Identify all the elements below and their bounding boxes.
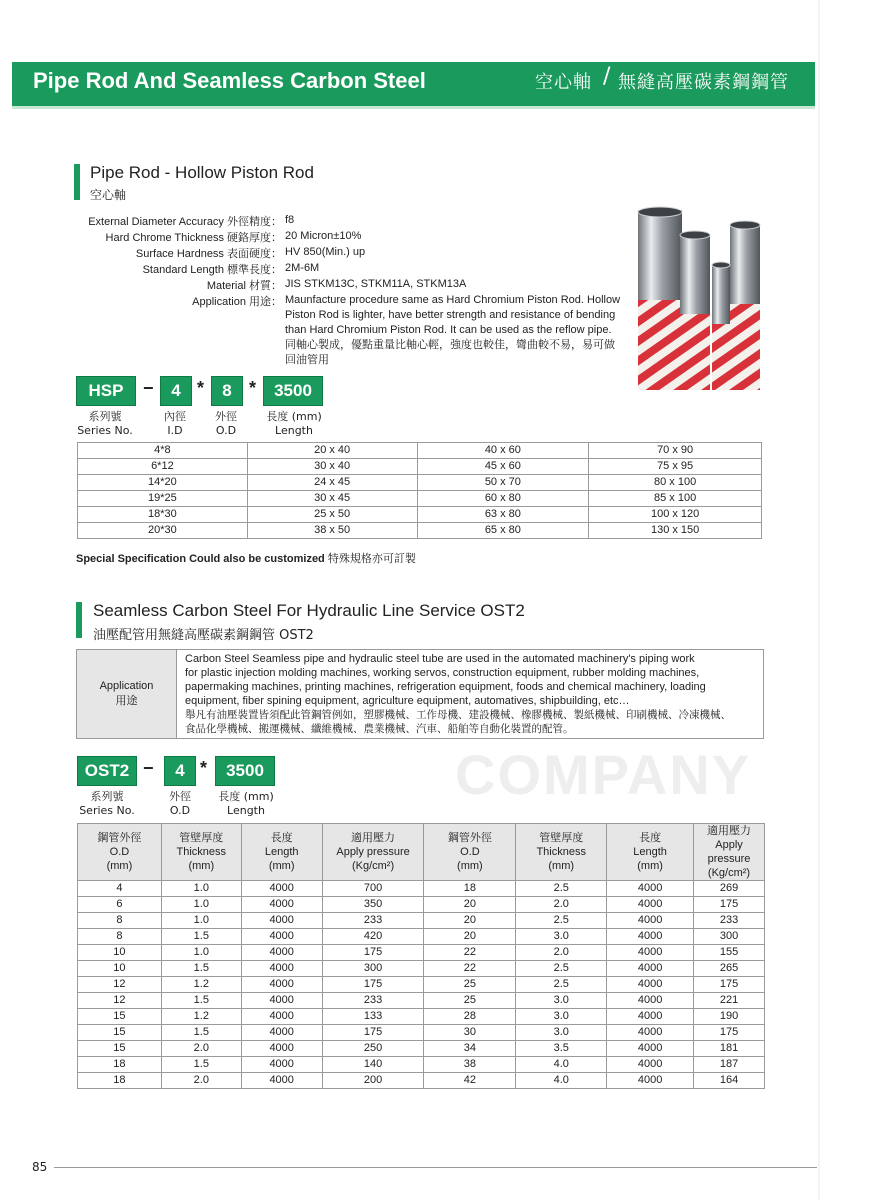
table-cell: 18 bbox=[424, 881, 516, 897]
table-row bbox=[78, 977, 765, 993]
table-cell: 20 bbox=[424, 913, 516, 929]
table-cell: 4.0 bbox=[516, 1073, 607, 1089]
application-line: equipment, fiber spining equipment, agriculture equipment, automatives, shipbuilding, etc… bbox=[185, 695, 630, 707]
spec-row bbox=[80, 277, 625, 293]
table-cell: 4000 bbox=[607, 1073, 694, 1089]
table-cell: 4000 bbox=[607, 913, 694, 929]
table-cell: 4000 bbox=[241, 1057, 322, 1073]
table-cell: 34 bbox=[424, 1041, 516, 1057]
table-cell: 1.5 bbox=[161, 1057, 241, 1073]
column-header-line: (mm) bbox=[268, 860, 295, 872]
table-cell: 175 bbox=[694, 977, 765, 993]
column-header bbox=[516, 824, 607, 881]
outer-diameter-box: 4 bbox=[164, 756, 196, 786]
table-cell: 1.5 bbox=[161, 1025, 241, 1041]
column-header bbox=[607, 824, 694, 881]
table-cell: 28 bbox=[424, 1009, 516, 1025]
series-caption bbox=[72, 790, 142, 818]
column-header-line: Thickness bbox=[536, 846, 586, 858]
length-caption bbox=[210, 790, 282, 818]
column-header bbox=[694, 824, 765, 881]
column-header-line: 鋼管外徑 bbox=[97, 832, 142, 844]
table-cell: 4000 bbox=[241, 945, 322, 961]
column-header-line: Length bbox=[633, 846, 667, 858]
table-cell: 3.5 bbox=[516, 1041, 607, 1057]
table-cell: 6*12 bbox=[78, 459, 248, 475]
spec-value: HV 850(Min.) up bbox=[285, 246, 366, 258]
caption-zh: 內徑 bbox=[164, 410, 186, 423]
table-cell: 265 bbox=[694, 961, 765, 977]
table-row bbox=[78, 507, 762, 523]
table-cell: 14*20 bbox=[78, 475, 248, 491]
column-header-line: (mm) bbox=[457, 860, 483, 872]
table-cell: 12 bbox=[78, 977, 162, 993]
caption-en: Length bbox=[275, 424, 313, 437]
id-caption bbox=[155, 410, 195, 438]
table-row bbox=[78, 913, 765, 929]
table-cell: 190 bbox=[694, 1009, 765, 1025]
table-cell: 4000 bbox=[241, 1073, 322, 1089]
spec-label: External Diameter Accuracy 外徑精度： bbox=[88, 216, 282, 228]
table-row bbox=[78, 1025, 765, 1041]
watermark-text: COMPANY bbox=[455, 743, 752, 806]
table-cell: 18 bbox=[78, 1057, 162, 1073]
table-cell: 2.5 bbox=[516, 961, 607, 977]
length-box: 3500 bbox=[263, 376, 323, 406]
table-cell: 100 x 120 bbox=[589, 507, 762, 523]
column-header-line: 管壁厚度 bbox=[179, 832, 224, 844]
spec-row bbox=[80, 293, 625, 368]
table-cell: 175 bbox=[694, 1025, 765, 1041]
section-title-pipe-rod-zh: 空心軸 bbox=[90, 188, 127, 202]
spec-label: Surface Hardness 表面硬度： bbox=[135, 248, 282, 260]
spec-row bbox=[80, 229, 625, 245]
table-row bbox=[78, 1057, 765, 1073]
application-line: papermaking machines, printing machines, refrigeration equipment, foods and chemical machinery, loading bbox=[185, 681, 706, 693]
spec-label: Material 材質： bbox=[206, 280, 282, 292]
note-en: Special Specification Could also be customized bbox=[76, 553, 325, 565]
table-cell: 300 bbox=[322, 961, 424, 977]
code-dash: − bbox=[143, 758, 154, 778]
table-row bbox=[78, 929, 765, 945]
code-multiply: * bbox=[197, 378, 205, 398]
column-header bbox=[322, 824, 424, 881]
header-underline bbox=[12, 106, 815, 109]
table-cell: 269 bbox=[694, 881, 765, 897]
table-row bbox=[78, 1073, 765, 1089]
table-cell: 1.5 bbox=[161, 929, 241, 945]
table-cell: 50 x 70 bbox=[417, 475, 589, 491]
table-row bbox=[78, 1041, 765, 1057]
table-cell: 4000 bbox=[607, 1041, 694, 1057]
table-cell: 4000 bbox=[241, 1041, 322, 1057]
table-cell: 12 bbox=[78, 993, 162, 1009]
table-cell: 63 x 80 bbox=[417, 507, 589, 523]
table-cell: 4000 bbox=[241, 897, 322, 913]
caption-zh: 長度 (mm) bbox=[218, 790, 274, 803]
column-header-line: 長度 bbox=[270, 832, 293, 844]
table-cell: 4000 bbox=[607, 1009, 694, 1025]
column-header-line: Apply pressure bbox=[707, 839, 751, 865]
section-marker bbox=[74, 164, 80, 200]
table-cell: 4000 bbox=[241, 929, 322, 945]
series-caption bbox=[70, 410, 140, 438]
column-header bbox=[161, 824, 241, 881]
table-cell: 30 x 45 bbox=[247, 491, 417, 507]
application-line: 舉凡有油壓裝置皆須配此管鋼管例如，塑膠機械、工作母機、建設機械、橡膠機械、製紙機械、印刷機械、冷凍機械、 bbox=[185, 709, 731, 721]
caption-zh: 長度 (mm) bbox=[266, 410, 322, 423]
table-cell: 15 bbox=[78, 1025, 162, 1041]
table-row bbox=[78, 993, 765, 1009]
table-cell: 3.0 bbox=[516, 1009, 607, 1025]
inner-diameter-box: 4 bbox=[160, 376, 192, 406]
table-cell: 2.5 bbox=[516, 977, 607, 993]
table-cell: 85 x 100 bbox=[589, 491, 762, 507]
table-cell: 38 bbox=[424, 1057, 516, 1073]
page-title-zh-right: 無縫高壓碳素鋼鋼管 bbox=[618, 72, 789, 93]
spec-row bbox=[80, 213, 625, 229]
table-row bbox=[78, 443, 762, 459]
caption-zh: 外徑 bbox=[169, 790, 191, 803]
table-cell: 4000 bbox=[241, 961, 322, 977]
column-header-line: (mm) bbox=[637, 860, 663, 872]
hollow-rod-size-table bbox=[77, 442, 762, 539]
column-header bbox=[424, 824, 516, 881]
table-cell: 133 bbox=[322, 1009, 424, 1025]
table-cell: 1.5 bbox=[161, 993, 241, 1009]
note-zh: 特殊規格亦可訂製 bbox=[327, 553, 416, 565]
table-cell: 700 bbox=[322, 881, 424, 897]
column-header-line: (mm) bbox=[548, 860, 575, 872]
caption-en: O.D bbox=[169, 804, 191, 817]
table-cell: 4000 bbox=[241, 977, 322, 993]
table-cell: 4000 bbox=[607, 961, 694, 977]
column-header bbox=[241, 824, 322, 881]
section-title-pipe-rod: Pipe Rod - Hollow Piston Rod bbox=[90, 163, 314, 182]
table-cell: 1.2 bbox=[161, 1009, 241, 1025]
outer-diameter-box: 8 bbox=[211, 376, 243, 406]
footer-rule bbox=[54, 1167, 817, 1168]
title-separator: / bbox=[603, 64, 611, 89]
table-cell: 4000 bbox=[607, 1057, 694, 1073]
column-header-line: (mm) bbox=[188, 860, 215, 872]
table-cell: 25 bbox=[424, 977, 516, 993]
table-cell: 4000 bbox=[607, 897, 694, 913]
table-cell: 1.0 bbox=[161, 881, 241, 897]
table-cell: 221 bbox=[694, 993, 765, 1009]
caption-en: Series No. bbox=[79, 804, 135, 817]
table-cell: 25 bbox=[424, 993, 516, 1009]
table-cell: 2.0 bbox=[161, 1041, 241, 1057]
table-cell: 40 x 60 bbox=[417, 443, 589, 459]
column-header-line: (Kg/cm²) bbox=[707, 867, 751, 879]
table-cell: 22 bbox=[424, 961, 516, 977]
table-cell: 75 x 95 bbox=[589, 459, 762, 475]
table-cell: 19*25 bbox=[78, 491, 248, 507]
caption-en: O.D bbox=[215, 424, 237, 437]
table-cell: 24 x 45 bbox=[247, 475, 417, 491]
table-row bbox=[78, 897, 765, 913]
table-cell: 10 bbox=[78, 961, 162, 977]
column-header-line: (Kg/cm²) bbox=[351, 860, 395, 872]
table-cell: 60 x 80 bbox=[417, 491, 589, 507]
spec-label: Standard Length 標準長度： bbox=[142, 264, 282, 276]
table-cell: 233 bbox=[322, 993, 424, 1009]
table-row bbox=[78, 961, 765, 977]
table-cell: 20 x 40 bbox=[247, 443, 417, 459]
table-cell: 10 bbox=[78, 945, 162, 961]
table-cell: 4000 bbox=[241, 1009, 322, 1025]
table-cell: 18*30 bbox=[78, 507, 248, 523]
table-cell: 20 bbox=[424, 929, 516, 945]
column-header-line: 適用壓力 bbox=[351, 832, 396, 844]
table-row bbox=[78, 945, 765, 961]
column-header-line: O.D bbox=[460, 846, 480, 858]
table-cell: 4000 bbox=[607, 945, 694, 961]
table-cell: 4000 bbox=[607, 977, 694, 993]
application-line: Carbon Steel Seamless pipe and hydraulic steel tube are used in the automated machinery's piping work bbox=[185, 653, 695, 665]
page-title: Pipe Rod And Seamless Carbon Steel bbox=[33, 68, 426, 93]
table-cell: 4000 bbox=[607, 993, 694, 1009]
application-line: 食品化學機械、搬運機械、纖維機械、農業機械、汽車、船舶等自動化裝置的配管。 bbox=[185, 723, 574, 735]
column-header-line: Thickness bbox=[176, 846, 227, 858]
series-code-box: HSP bbox=[76, 376, 136, 406]
caption-zh: 系列號 bbox=[90, 790, 124, 803]
od-caption bbox=[160, 790, 200, 818]
table-cell: 4000 bbox=[241, 993, 322, 1009]
table-cell: 175 bbox=[322, 945, 424, 961]
section-marker bbox=[76, 602, 82, 638]
spec-value: Maunfacture procedure same as Hard Chromium Piston Rod. Hollow Piston Rod is lighter, have better strength and resistance of bending than Hard Chromium Piston Rod. It can be used as the reflow pipe. 同軸心製成，優點重量比軸心輕，強度也較佳，彎曲較不易，易可做回油管用 bbox=[285, 294, 621, 366]
table-cell: 8 bbox=[78, 929, 162, 945]
table-cell: 300 bbox=[694, 929, 765, 945]
table-cell: 350 bbox=[322, 897, 424, 913]
table-cell: 65 x 80 bbox=[417, 523, 589, 539]
table-cell: 3.0 bbox=[516, 993, 607, 1009]
table-cell: 30 bbox=[424, 1025, 516, 1041]
table-cell: 18 bbox=[78, 1073, 162, 1089]
length-box: 3500 bbox=[215, 756, 275, 786]
table-cell: 130 x 150 bbox=[589, 523, 762, 539]
code-dash: − bbox=[143, 378, 154, 398]
code-multiply: * bbox=[200, 758, 208, 778]
page-edge-rule bbox=[818, 0, 820, 1200]
table-cell: 2.5 bbox=[516, 913, 607, 929]
column-header-line: O.D bbox=[109, 846, 130, 858]
spec-label: Hard Chrome Thickness 硬鉻厚度： bbox=[105, 232, 282, 244]
table-cell: 45 x 60 bbox=[417, 459, 589, 475]
table-cell: 2.0 bbox=[516, 897, 607, 913]
spec-row bbox=[80, 261, 625, 277]
table-cell: 2.0 bbox=[161, 1073, 241, 1089]
table-cell: 20*30 bbox=[78, 523, 248, 539]
table-cell: 70 x 90 bbox=[589, 443, 762, 459]
spec-value: f8 bbox=[285, 214, 295, 226]
column-header-line: 管壁厚度 bbox=[539, 832, 584, 844]
length-caption bbox=[258, 410, 330, 438]
caption-zh: 外徑 bbox=[215, 410, 237, 423]
table-cell: 155 bbox=[694, 945, 765, 961]
table-cell: 15 bbox=[78, 1041, 162, 1057]
application-label-zh: 用途 bbox=[115, 695, 138, 707]
table-cell: 420 bbox=[322, 929, 424, 945]
table-row bbox=[78, 523, 762, 539]
table-cell: 250 bbox=[322, 1041, 424, 1057]
table-row bbox=[78, 1009, 765, 1025]
column-header-line: (mm) bbox=[106, 860, 133, 872]
table-cell: 233 bbox=[322, 913, 424, 929]
page-number: 85 bbox=[32, 1160, 48, 1174]
spec-label: Application 用途： bbox=[192, 296, 282, 308]
table-cell: 22 bbox=[424, 945, 516, 961]
table-header-row bbox=[78, 824, 765, 881]
ost2-spec-table bbox=[77, 823, 765, 1089]
spec-value: 20 Micron±10% bbox=[285, 230, 362, 242]
table-cell: 4000 bbox=[241, 881, 322, 897]
table-cell: 187 bbox=[694, 1057, 765, 1073]
table-cell: 1.5 bbox=[161, 961, 241, 977]
table-cell: 4000 bbox=[241, 913, 322, 929]
table-cell: 30 x 40 bbox=[247, 459, 417, 475]
table-cell: 181 bbox=[694, 1041, 765, 1057]
table-cell: 4000 bbox=[607, 881, 694, 897]
application-box bbox=[76, 649, 764, 739]
table-cell: 175 bbox=[694, 897, 765, 913]
table-cell: 25 x 50 bbox=[247, 507, 417, 523]
table-cell: 4.0 bbox=[516, 1057, 607, 1073]
table-cell: 233 bbox=[694, 913, 765, 929]
table-cell: 4000 bbox=[607, 1025, 694, 1041]
table-cell: 6 bbox=[78, 897, 162, 913]
code-multiply: * bbox=[249, 378, 257, 398]
od-caption bbox=[206, 410, 246, 438]
table-cell: 80 x 100 bbox=[589, 475, 762, 491]
table-row bbox=[78, 459, 762, 475]
table-cell: 1.0 bbox=[161, 913, 241, 929]
table-cell: 42 bbox=[424, 1073, 516, 1089]
table-cell: 8 bbox=[78, 913, 162, 929]
series-code-box: OST2 bbox=[77, 756, 137, 786]
application-label-en: Application bbox=[99, 680, 154, 692]
column-header-line: 適用壓力 bbox=[707, 825, 752, 837]
spec-value: JIS STKM13C, STKM11A, STKM13A bbox=[285, 278, 467, 290]
custom-spec-note bbox=[76, 550, 416, 566]
application-line: for plastic injection molding machines, working servos, construction equipment, rubber molding machines, bbox=[185, 667, 700, 679]
table-cell: 2.5 bbox=[516, 881, 607, 897]
table-row bbox=[78, 491, 762, 507]
table-cell: 175 bbox=[322, 1025, 424, 1041]
caption-en: Series No. bbox=[77, 424, 133, 437]
column-header-line: Apply pressure bbox=[336, 846, 410, 858]
table-cell: 3.0 bbox=[516, 1025, 607, 1041]
caption-en: I.D bbox=[167, 424, 183, 437]
table-cell: 4000 bbox=[241, 1025, 322, 1041]
application-text bbox=[177, 650, 731, 738]
table-row bbox=[78, 881, 765, 897]
caption-zh: 系列號 bbox=[88, 410, 122, 423]
column-header bbox=[78, 824, 162, 881]
section-title-seamless-zh: 油壓配管用無縫高壓碳素鋼鋼管 OST2 bbox=[93, 628, 314, 643]
table-cell: 1.0 bbox=[161, 945, 241, 961]
column-header-line: Length bbox=[264, 846, 299, 858]
table-cell: 38 x 50 bbox=[247, 523, 417, 539]
table-cell: 2.0 bbox=[516, 945, 607, 961]
table-row bbox=[78, 475, 762, 491]
spec-value: 2M-6M bbox=[285, 262, 320, 274]
spec-row bbox=[80, 245, 625, 261]
pipe-rods-image bbox=[632, 204, 762, 390]
table-cell: 1.2 bbox=[161, 977, 241, 993]
table-cell: 4 bbox=[78, 881, 162, 897]
table-cell: 164 bbox=[694, 1073, 765, 1089]
table-cell: 3.0 bbox=[516, 929, 607, 945]
caption-en: Length bbox=[227, 804, 265, 817]
table-cell: 175 bbox=[322, 977, 424, 993]
table-cell: 15 bbox=[78, 1009, 162, 1025]
table-cell: 140 bbox=[322, 1057, 424, 1073]
table-cell: 4000 bbox=[607, 929, 694, 945]
table-cell: 200 bbox=[322, 1073, 424, 1089]
page-title-zh-left: 空心軸 bbox=[535, 72, 592, 93]
section-title-seamless: Seamless Carbon Steel For Hydraulic Line Service OST2 bbox=[93, 601, 525, 620]
application-label bbox=[77, 650, 177, 738]
spec-list bbox=[80, 213, 625, 368]
column-header-line: 鋼管外徑 bbox=[447, 832, 492, 844]
table-cell: 20 bbox=[424, 897, 516, 913]
column-header-line: 長度 bbox=[639, 832, 662, 844]
table-cell: 4*8 bbox=[78, 443, 248, 459]
table-cell: 1.0 bbox=[161, 897, 241, 913]
